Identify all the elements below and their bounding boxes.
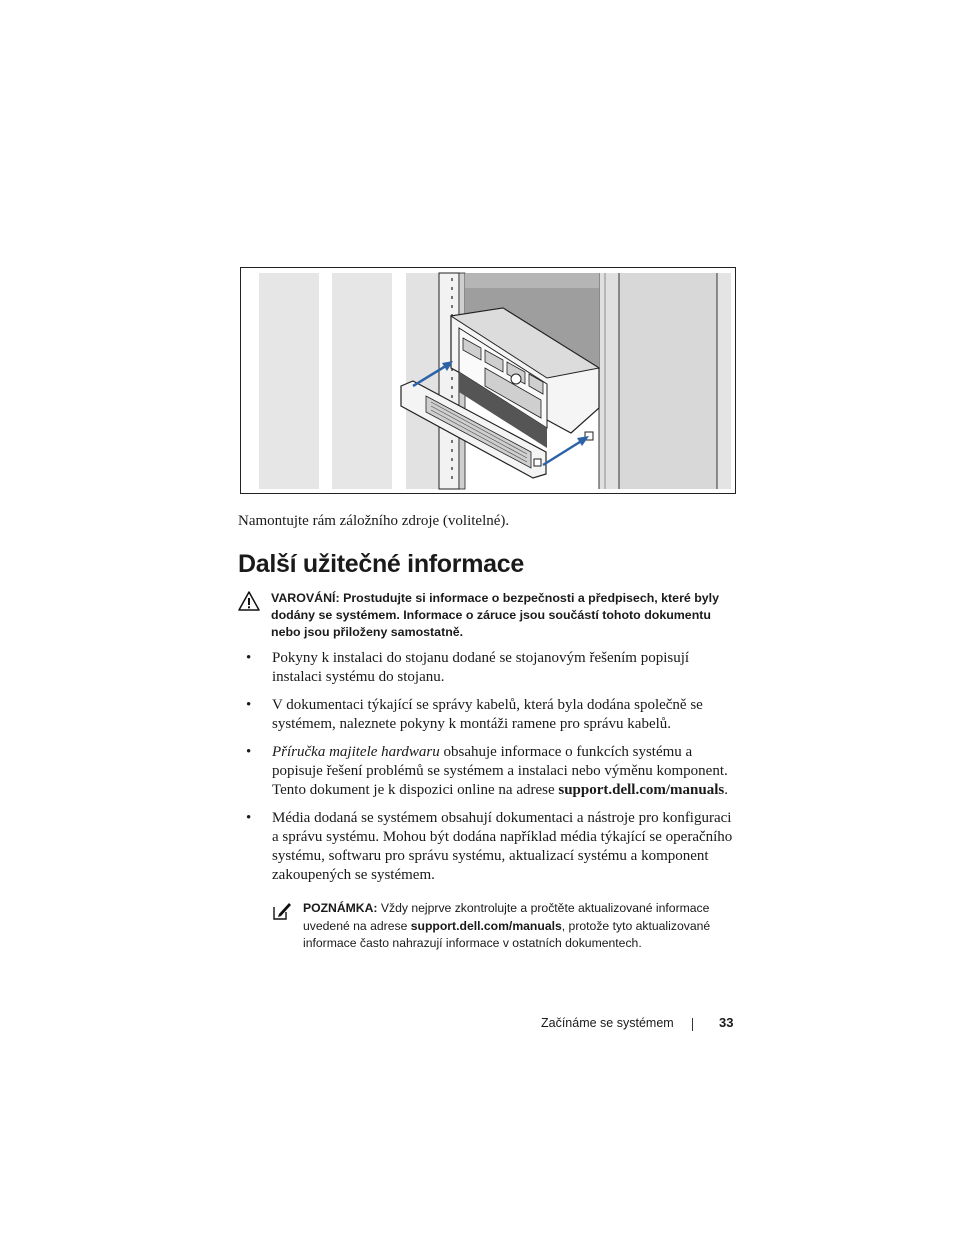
note-text	[303, 900, 738, 953]
list-item	[238, 743, 738, 800]
page-number: 33	[719, 1015, 734, 1030]
rack-bezel-install-illustration	[241, 268, 735, 493]
note-body-start: Vždy nejprve zkontrolujte a pročtěte aktualizované informace uvedené na adrese	[303, 901, 710, 933]
warning-body: Prostudujte si informace o bezpečnosti a předpisech, které byly dodány se systémem. Informace o záruce jsou součástí tohoto dokumentu nebo jsou přiloženy samostatně.	[271, 591, 720, 639]
bullet-dot: •	[246, 650, 252, 666]
warning-text	[271, 590, 736, 641]
section-heading: Další užitečné informace	[238, 550, 524, 578]
bullet-dot: •	[246, 810, 252, 826]
list-item	[238, 649, 738, 687]
warning-triangle-icon	[238, 591, 260, 611]
note-pencil-icon	[272, 901, 292, 921]
list-item-end: .	[724, 782, 728, 798]
footer-divider	[692, 1018, 693, 1031]
list-item-text: V dokumentaci týkající se správy kabelů, která byla dodána společně se systémem, naleznete pokyny k montáži ramene pro správu kabelů.	[272, 697, 703, 732]
warning-label: VAROVÁNÍ:	[271, 591, 340, 605]
bullet-dot: •	[246, 744, 252, 760]
list-item	[238, 809, 738, 885]
rack-bezel-illustration	[240, 267, 736, 494]
list-item	[238, 696, 738, 734]
bullet-dot: •	[246, 697, 252, 713]
document-title: Příručka majitele hardwaru	[272, 744, 440, 760]
note-label: POZNÁMKA:	[303, 901, 378, 915]
footer-chapter-title: Začínáme se systémem	[541, 1016, 674, 1030]
list-item-text: Média dodaná se systémem obsahují dokumentaci a nástroje pro konfiguraci a správu systému. Mohou být dodána například média týkající se operačního systému, softwaru pro správu systému, aktualizací systému a komponent zakoupených se systémem.	[272, 810, 733, 883]
note-body-end: , protože tyto aktualizované informace často nahrazují informace v ostatních dokumentech.	[303, 918, 711, 950]
figure-caption: Namontujte rám záložního zdroje (volitelné).	[238, 513, 510, 529]
manuals-link[interactable]: support.dell.com/manuals	[558, 782, 725, 798]
list-item-text: obsahuje informace o funkcích systému a popisuje řešení problémů se systémem a instalaci nebo výměnu komponent. Tento dokument je k dispozici online na adrese	[272, 744, 728, 798]
list-item-text: Pokyny k instalaci do stojanu dodané se stojanovým řešením popisují instalaci systému do stojanu.	[272, 650, 690, 685]
note-manuals-link[interactable]: support.dell.com/manuals	[410, 918, 562, 933]
info-list	[238, 649, 738, 894]
